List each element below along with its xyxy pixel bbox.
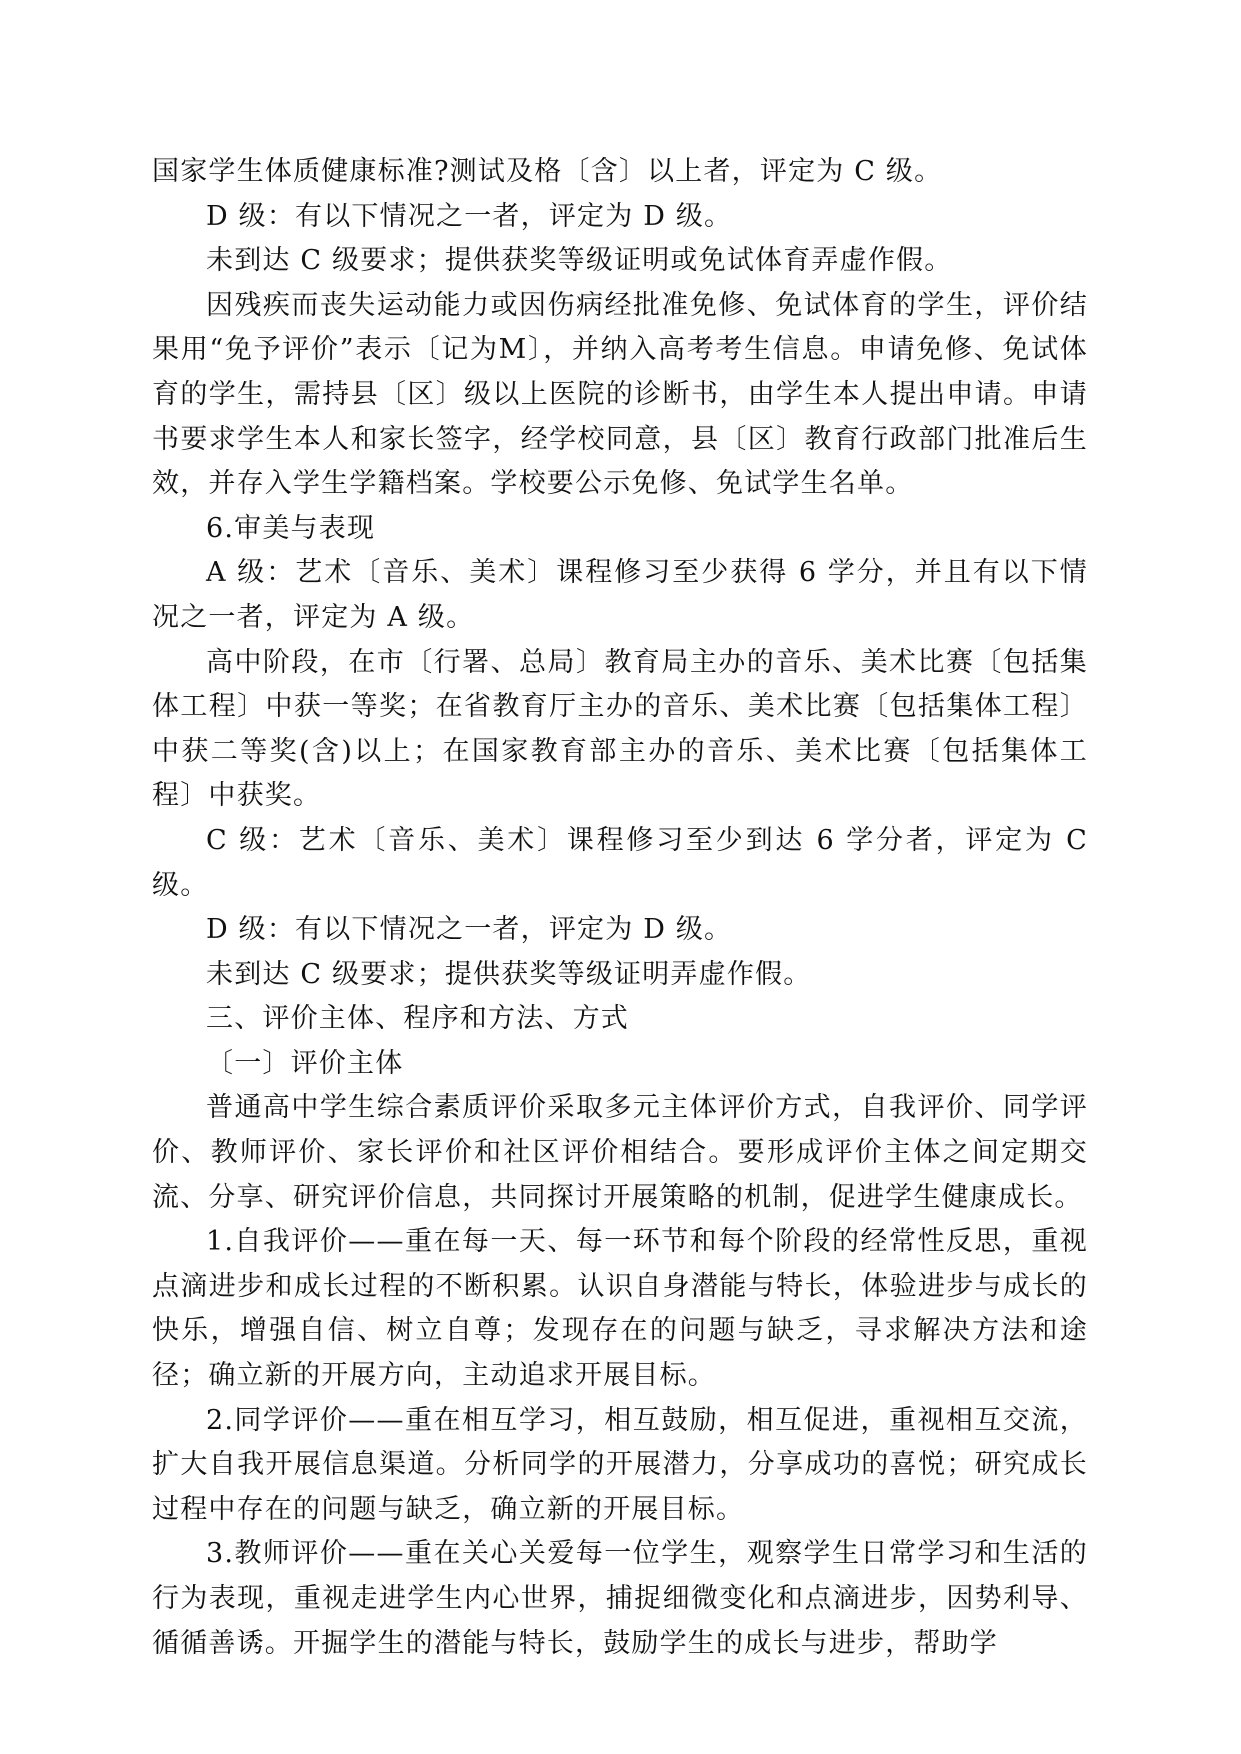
paragraph: 未到达 C 级要求；提供获奖等级证明或免试体育弄虚作假。 [206,245,953,277]
paragraph: 因残疾而丧失运动能力或因伤病经批准免修、免试体育的学生，评价结果用“免予评价”表示〔记为M〕，并纳入高考考生信息。申请免修、免试体育的学生，需持县〔区〕级以上医院的诊断书，由学生本人提出申请。申请书要求学生本人和家长签字，经学校同意，县〔区〕教育行政部门批准后生效，并存入学生学籍档案。学校要公示免修、免试学生名单。 [152,289,1088,500]
paragraph: 普通高中学生综合素质评价采取多元主体评价方式，自我评价、同学评价、教师评价、家长评价和社区评价相结合。要形成评价主体之间定期交流、分享、研究评价信息，共同探讨开展策略的机制，促进学生健康成长。 [152,1092,1088,1213]
document-page [152,150,1088,1666]
paragraph: 国家学生体质健康标准?测试及格〔含〕以上者，评定为 C 级。 [152,156,943,187]
paragraph: A 级：艺术〔音乐、美术〕课程修习至少获得 6 学分，并且有以下情况之一者，评定为 A 级。 [152,557,1088,633]
section-heading: 6.审美与表现 [206,512,376,544]
paragraph: D 级：有以下情况之一者，评定为 D 级。 [206,914,733,946]
section-heading: 三、评价主体、程序和方法、方式 [206,1003,629,1035]
paragraph: 3.教师评价——重在关心关爱每一位学生，观察学生日常学习和生活的行为表现，重视走进学生内心世界，捕捉细微变化和点滴进步，因势利导、循循善诱。开掘学生的潜能与特长，鼓励学生的成长与进步，帮助学 [152,1538,1088,1659]
paragraph: 未到达 C 级要求；提供获奖等级证明弄虚作假。 [206,958,812,990]
paragraph: C 级：艺术〔音乐、美术〕课程修习至少到达 6 学分者，评定为 C 级。 [152,824,1088,901]
paragraph: 2.同学评价——重在相互学习，相互鼓励，相互促进，重视相互交流，扩大自我开展信息渠道。分析同学的开展潜力，分享成功的喜悦；研究成长过程中存在的问题与缺乏，确立新的开展目标。 [152,1404,1088,1525]
paragraph: D 级：有以下情况之一者，评定为 D 级。 [206,200,733,232]
paragraph: 1.自我评价——重在每一天、每一环节和每个阶段的经常性反思，重视点滴进步和成长过程的不断积累。认识自身潜能与特长，体验进步与成长的快乐，增强自信、树立自尊；发现存在的问题与缺乏，寻求解决方法和途径；确立新的开展方向，主动追求开展目标。 [152,1226,1088,1392]
section-heading: 〔一〕评价主体 [206,1047,404,1079]
paragraph: 高中阶段，在市〔行署、总局〕教育局主办的音乐、美术比赛〔包括集体工程〕中获一等奖；在省教育厅主办的音乐、美术比赛〔包括集体工程〕中获二等奖(含)以上；在国家教育部主办的音乐、美术比赛〔包括集体工程〕中获奖。 [152,646,1088,812]
